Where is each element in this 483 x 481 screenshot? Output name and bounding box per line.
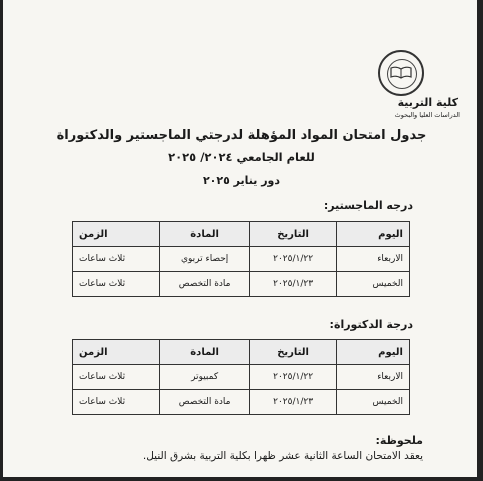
cell-subject: كمبيوتر: [160, 365, 250, 390]
masters-heading: درجه الماجستير:: [323, 199, 413, 212]
column-header-subject: المادة: [160, 340, 250, 365]
cell-time: ثلاث ساعات: [73, 247, 160, 272]
cell-date: ٢٠٢٥/١/٢٣: [250, 272, 337, 297]
cell-date: ٢٠٢٥/١/٢٣: [250, 390, 337, 415]
column-header-time: الزمن: [73, 340, 160, 365]
masters-schedule-table: [72, 221, 410, 297]
cell-day: الاربعاء: [337, 365, 410, 390]
table-row: [73, 390, 410, 415]
cell-subject: إحصاء تربوي: [160, 247, 250, 272]
column-header-subject: المادة: [160, 222, 250, 247]
column-header-date: التاريخ: [250, 340, 337, 365]
faculty-name: كلية التربية: [397, 96, 458, 109]
column-header-date: التاريخ: [250, 222, 337, 247]
note-label: ملحوظة:: [375, 434, 423, 447]
column-header-day: اليوم: [337, 340, 410, 365]
table-row: [73, 247, 410, 272]
academic-year: للعام الجامعي ٢٠٢٤/ ٢٠٢٥: [168, 150, 315, 164]
note-text: يعقد الامتحان الساعة الثانية عشر ظهرا بكلية التربية بشرق النيل.: [142, 450, 423, 462]
cell-subject: مادة التخصص: [160, 390, 250, 415]
document-title: جدول امتحان المواد المؤهلة لدرجتي الماجستير والدكتوراة: [56, 128, 427, 143]
cell-time: ثلاث ساعات: [73, 365, 160, 390]
cell-time: ثلاث ساعات: [73, 272, 160, 297]
table-header-row: [73, 222, 410, 247]
cell-day: الاربعاء: [337, 247, 410, 272]
cell-day: الخميس: [337, 390, 410, 415]
exam-session: دور يناير ٢٠٢٥: [202, 174, 281, 187]
cell-date: ٢٠٢٥/١/٢٢: [250, 247, 337, 272]
cell-day: الخميس: [337, 272, 410, 297]
table-row: [73, 365, 410, 390]
cell-date: ٢٠٢٥/١/٢٢: [250, 365, 337, 390]
faculty-sub-unit: الدراسات العليا والبحوث: [394, 111, 460, 119]
faculty-seal-icon: [378, 50, 424, 96]
scan-edge-left: [0, 0, 3, 481]
scan-edge-right: [477, 0, 483, 481]
cell-subject: مادة التخصص: [160, 272, 250, 297]
table-header-row: [73, 340, 410, 365]
scan-edge-bottom: [0, 477, 483, 481]
doctorate-heading: درجة الدكتوراة:: [329, 318, 413, 331]
table-row: [73, 272, 410, 297]
column-header-day: اليوم: [337, 222, 410, 247]
cell-time: ثلاث ساعات: [73, 390, 160, 415]
doctorate-schedule-table: [72, 339, 410, 415]
column-header-time: الزمن: [73, 222, 160, 247]
